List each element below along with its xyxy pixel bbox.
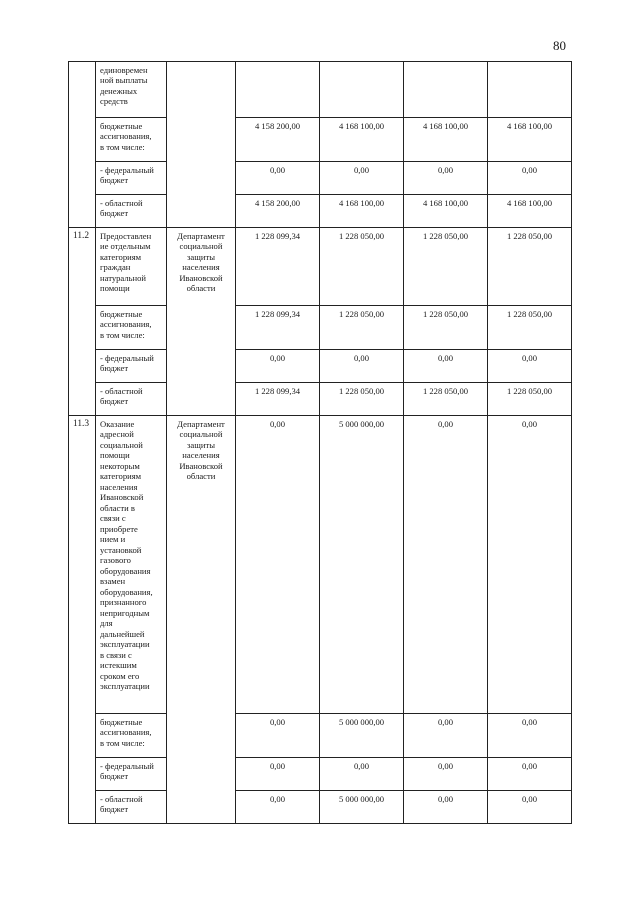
table-row xyxy=(69,306,572,350)
table-row xyxy=(69,350,572,383)
amount-cell-year-4: 0,00 xyxy=(488,350,572,383)
table-row xyxy=(69,416,572,714)
amount-cell-year-3: 0,00 xyxy=(404,758,488,791)
page-number: 80 xyxy=(553,38,566,53)
amount-cell-year-1: 4 158 200,00 xyxy=(236,118,320,162)
item-name-text: Предоставлен ие отдельным категориям граждан натуральной помощи xyxy=(100,231,152,294)
item-name-text: бюджетные ассигнования, в том числе: xyxy=(100,309,152,340)
table-row xyxy=(69,162,572,195)
amount-cell-year-2: 5 000 000,00 xyxy=(320,416,404,714)
amount-cell-year-4: 1 228 050,00 xyxy=(488,228,572,306)
amount-cell-year-3: 0,00 xyxy=(404,791,488,824)
amount-cell-year-4: 4 168 100,00 xyxy=(488,118,572,162)
amount-cell-year-1: 0,00 xyxy=(236,714,320,758)
amount-cell-year-1: 1 228 099,34 xyxy=(236,306,320,350)
amount-cell-year-3: 4 168 100,00 xyxy=(404,195,488,228)
executor-text: Департамент социальной защиты населения Ивановской области xyxy=(177,231,225,294)
amount-cell-year-4: 4 168 100,00 xyxy=(488,195,572,228)
amount-cell-year-1: 1 228 099,34 xyxy=(236,383,320,416)
item-name-cell xyxy=(96,350,167,383)
item-name-text: - областной бюджет xyxy=(100,198,143,219)
amount-cell-year-4: 0,00 xyxy=(488,162,572,195)
amount-cell-year-2: 1 228 050,00 xyxy=(320,306,404,350)
amount-cell-year-2: 0,00 xyxy=(320,350,404,383)
amount-cell-year-3: 0,00 xyxy=(404,350,488,383)
table-row xyxy=(69,195,572,228)
item-name-cell xyxy=(96,383,167,416)
amount-cell-year-1: 0,00 xyxy=(236,758,320,791)
executor-cell xyxy=(167,416,236,824)
amount-cell-year-4: 0,00 xyxy=(488,791,572,824)
amount-cell-year-1: 0,00 xyxy=(236,416,320,714)
item-number-cell: 11.2 xyxy=(69,228,96,416)
item-name-text: - федеральный бюджет xyxy=(100,353,154,374)
table-row xyxy=(69,118,572,162)
executor-cell xyxy=(167,228,236,416)
amount-cell-year-1: 0,00 xyxy=(236,350,320,383)
amount-cell-year-3: 1 228 050,00 xyxy=(404,228,488,306)
amount-cell-year-1: 0,00 xyxy=(236,791,320,824)
item-name-cell xyxy=(96,228,167,306)
executor-cell xyxy=(167,62,236,228)
amount-cell-year-3: 4 168 100,00 xyxy=(404,118,488,162)
item-name-text: - федеральный бюджет xyxy=(100,165,154,186)
item-name-cell xyxy=(96,162,167,195)
item-name-text: - областной бюджет xyxy=(100,386,143,407)
amount-cell-year-2: 5 000 000,00 xyxy=(320,714,404,758)
item-name-text: бюджетные ассигнования, в том числе: xyxy=(100,717,152,748)
amount-cell-year-2: 1 228 050,00 xyxy=(320,228,404,306)
item-number-cell xyxy=(69,62,96,228)
item-name-cell xyxy=(96,758,167,791)
amount-cell-year-2: 1 228 050,00 xyxy=(320,383,404,416)
amount-cell-year-4: 1 228 050,00 xyxy=(488,306,572,350)
amount-cell-year-1: 4 158 200,00 xyxy=(236,195,320,228)
amount-cell-year-3: 0,00 xyxy=(404,416,488,714)
amount-cell-year-4: 0,00 xyxy=(488,758,572,791)
table-row xyxy=(69,714,572,758)
amount-cell-year-2: 5 000 000,00 xyxy=(320,791,404,824)
amount-cell-year-4 xyxy=(488,62,572,118)
amount-cell-year-3 xyxy=(404,62,488,118)
item-name-text: - федеральный бюджет xyxy=(100,761,154,782)
item-name-cell xyxy=(96,791,167,824)
amount-cell-year-1 xyxy=(236,62,320,118)
amount-cell-year-2: 0,00 xyxy=(320,758,404,791)
item-name-cell xyxy=(96,714,167,758)
amount-cell-year-3: 1 228 050,00 xyxy=(404,383,488,416)
amount-cell-year-3: 0,00 xyxy=(404,162,488,195)
amount-cell-year-4: 0,00 xyxy=(488,416,572,714)
item-name-text: - областной бюджет xyxy=(100,794,143,815)
amount-cell-year-2: 0,00 xyxy=(320,162,404,195)
table-row xyxy=(69,228,572,306)
item-name-cell xyxy=(96,416,167,714)
table-row xyxy=(69,383,572,416)
item-name-cell xyxy=(96,306,167,350)
item-number-cell: 11.3 xyxy=(69,416,96,824)
table-row xyxy=(69,62,572,118)
amount-cell-year-2 xyxy=(320,62,404,118)
amount-cell-year-3: 1 228 050,00 xyxy=(404,306,488,350)
item-name-cell xyxy=(96,118,167,162)
item-name-text: бюджетные ассигнования, в том числе: xyxy=(100,121,152,152)
budget-table-body xyxy=(69,62,572,824)
table-row xyxy=(69,791,572,824)
budget-table xyxy=(68,61,572,824)
executor-text: Департамент социальной защиты населения Ивановской области xyxy=(177,419,225,482)
item-name-cell xyxy=(96,195,167,228)
amount-cell-year-3: 0,00 xyxy=(404,714,488,758)
amount-cell-year-2: 4 168 100,00 xyxy=(320,195,404,228)
item-name-text: Оказание адресной социальной помощи некоторым категориям населения Ивановской области в связи с приобрете нием и установкой газового оборудования взамен оборудования, признанного непригодным для дальнейшей эксплуатации в связи с истекшим сроком его эксплуатации xyxy=(100,419,153,692)
amount-cell-year-4: 1 228 050,00 xyxy=(488,383,572,416)
table-row xyxy=(69,758,572,791)
amount-cell-year-1: 0,00 xyxy=(236,162,320,195)
item-name-text: единовремен ной выплаты денежных средств xyxy=(100,65,148,107)
amount-cell-year-1: 1 228 099,34 xyxy=(236,228,320,306)
item-name-cell xyxy=(96,62,167,118)
amount-cell-year-2: 4 168 100,00 xyxy=(320,118,404,162)
amount-cell-year-4: 0,00 xyxy=(488,714,572,758)
